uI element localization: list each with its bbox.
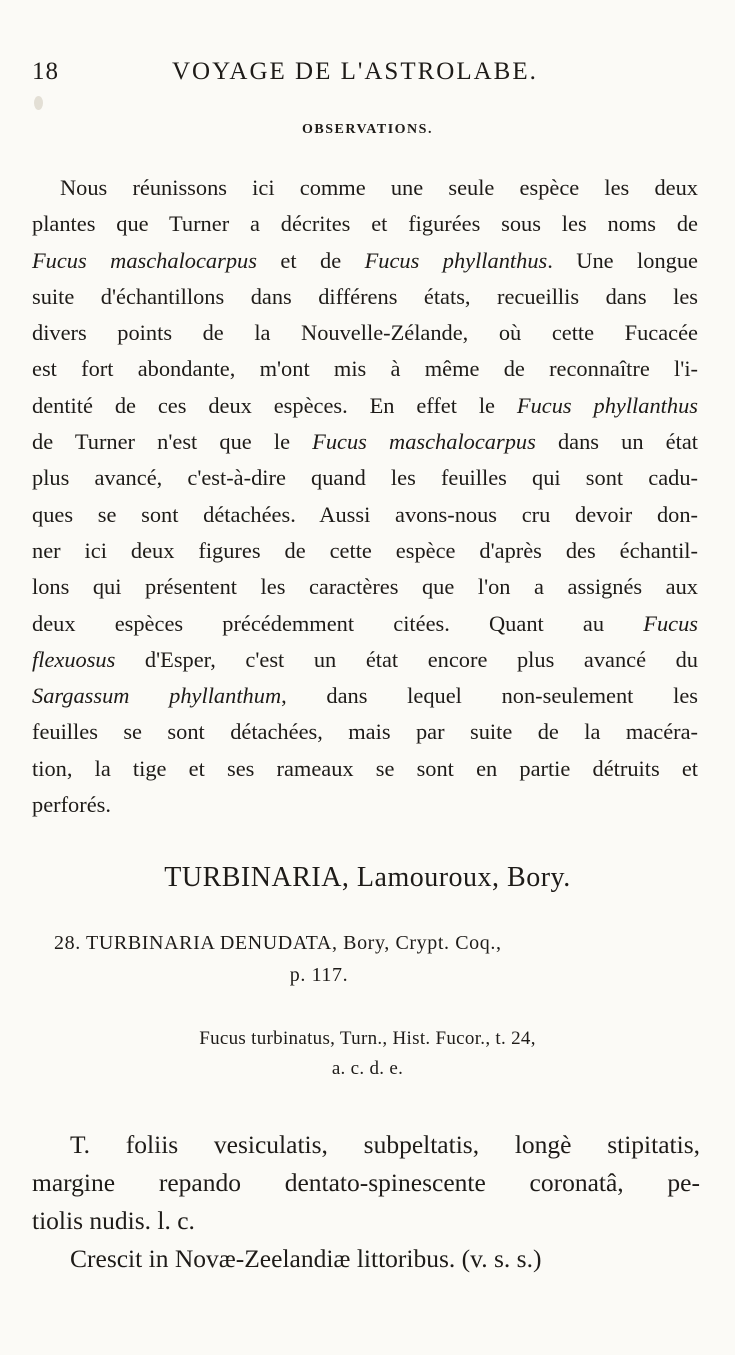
text-run: plus avancé, c'est-à-dire quand les feuilles qui sont cadu-: [32, 465, 698, 491]
species-title-line: 28. TURBINARIA DENUDATA, Bory, Crypt. Coq.,: [54, 932, 502, 954]
paragraph-line: [32, 170, 698, 206]
paragraph-line: [32, 388, 698, 424]
section-heading: OBSERVATIONS.: [302, 122, 433, 137]
text-run: . Une longue: [547, 247, 698, 273]
italic-taxon-name: flexuosus: [32, 646, 116, 672]
paragraph-line: [32, 787, 698, 823]
paragraph-line: [32, 351, 698, 387]
text-run: ner ici deux figures de cette espèce d'après des échantil-: [32, 537, 698, 563]
diagnosis-line: tiolis nudis. l. c.: [32, 1206, 195, 1235]
species-page-ref: p. 117.: [289, 964, 349, 986]
genus-heading: TURBINARIA, Lamouroux, Bory.: [164, 862, 571, 893]
paper-blemish: [34, 96, 43, 110]
running-title: VOYAGE DE L'ASTROLABE.: [172, 58, 538, 85]
synonym-line: Fucus turbinatus, Turn., Hist. Fucor., t. 24,: [199, 1028, 536, 1049]
observations-paragraph: [32, 170, 698, 823]
page-number: 18: [32, 58, 59, 85]
text-run: tion, la tige et ses rameaux se sont en partie détruits et: [32, 755, 698, 781]
italic-taxon-name: Fucus phyllanthus: [516, 392, 698, 418]
paragraph-line: [32, 678, 698, 714]
text-run: lons qui présentent les caractères que l'on a assignés aux: [32, 574, 698, 600]
text-run: et de: [256, 247, 365, 273]
text-run: dentité de ces deux espèces. En effet le: [32, 392, 517, 418]
text-run: , dans lequel non-seulement les: [281, 683, 698, 709]
italic-taxon-name: Fucus: [643, 610, 698, 636]
paragraph-line: [32, 497, 698, 533]
paragraph-line: [32, 714, 698, 750]
paragraph-line: [32, 315, 698, 351]
italic-taxon-name: Fucus maschalocarpus: [32, 247, 257, 273]
text-run: plantes que Turner a décrites et figurées sous les noms de: [32, 211, 698, 237]
text-run: d'Esper, c'est un état encore plus avancé du: [115, 646, 698, 672]
paragraph-line: [32, 569, 698, 605]
text-run: divers points de la Nouvelle-Zélande, où cette Fucacée: [32, 320, 698, 346]
italic-taxon-name: Sargassum phyllanthum: [32, 683, 282, 709]
text-run: deux espèces précédemment citées. Quant au: [32, 610, 644, 636]
latin-diagnosis: [32, 1126, 700, 1278]
text-run: ques se sont détachées. Aussi avons-nous cru devoir don-: [32, 501, 698, 527]
text-run: de Turner n'est que le: [32, 429, 313, 455]
synonym-figures: a. c. d. e.: [331, 1058, 404, 1079]
paragraph-line: [32, 642, 698, 678]
text-run: suite d'échantillons dans différens états, recueillis dans les: [32, 283, 698, 309]
italic-taxon-name: Fucus phyllanthus: [364, 247, 548, 273]
paragraph-line: [32, 460, 698, 496]
paragraph-line: [32, 279, 698, 315]
synonym-citation: [0, 1028, 735, 1086]
paragraph-line: [32, 206, 698, 242]
text-run: est fort abondante, m'ont mis à même de reconnaître l'i-: [32, 356, 698, 382]
text-run: feuilles se sont détachées, mais par suite de la macéra-: [32, 719, 698, 745]
italic-taxon-name: Fucus maschalocarpus: [312, 429, 536, 455]
paragraph-line: [32, 751, 698, 787]
diagnosis-line: margine repando dentato-spinescente coronatâ, pe-: [32, 1168, 700, 1197]
diagnosis-line: T. foliis vesiculatis, subpeltatis, longè stipitatis,: [70, 1130, 700, 1159]
paragraph-line: [32, 533, 698, 569]
species-entry: [54, 932, 694, 994]
running-header: [32, 58, 699, 92]
paragraph-line: [32, 243, 698, 279]
text-run: dans un état: [535, 429, 698, 455]
text-run: perforés.: [32, 792, 111, 818]
paragraph-line: [32, 606, 698, 642]
paragraph-line: [32, 424, 698, 460]
habitat-line: Crescit in Novæ-Zeelandiæ littoribus. (v. s. s.): [70, 1244, 542, 1273]
text-run: Nous réunissons ici comme une seule espèce les deux: [60, 175, 698, 200]
